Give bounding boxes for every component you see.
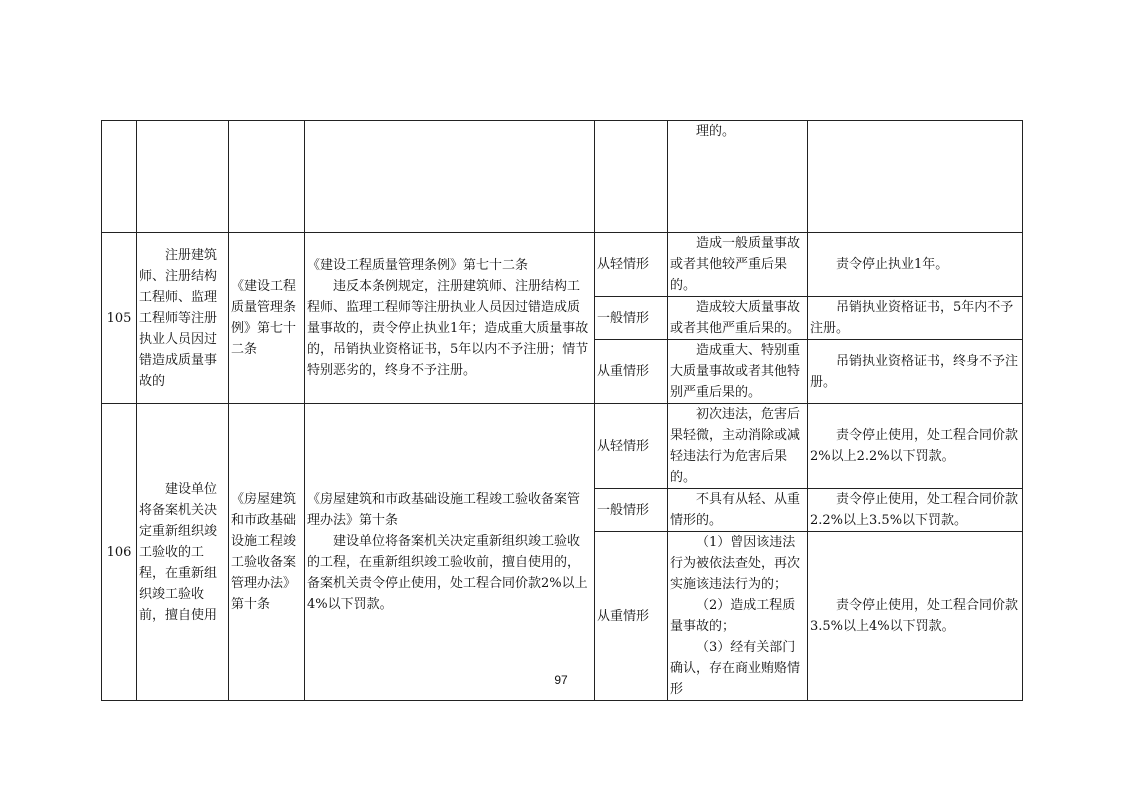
fact-item: （2）造成工程质量事故的； [670, 598, 796, 634]
law-text: 建设单位将备案机关决定重新组织竣工验收的工程，在重新组织竣工验收前，擅自使用的，备案机关责令停止使用，处工程合同价款2%以上4%以下罚款。 [307, 534, 588, 612]
law-provision [305, 233, 595, 404]
cell-empty [137, 121, 229, 233]
penalty: 吊销执业资格证书，5年内不予注册。 [808, 297, 1023, 340]
law-provision [305, 404, 595, 701]
circumstance-fact: 造成一般质量事故或者其他较严重后果的。 [668, 233, 808, 297]
penalty: 责令停止使用，处工程合同价款2.2%以上3.5%以下罚款。 [808, 489, 1023, 532]
circumstance: 从轻情形 [595, 233, 668, 297]
circumstance-fact: 初次违法，危害后果轻微，主动消除或减轻违法行为危害后果的。 [668, 404, 808, 489]
legal-basis: 《房屋建筑和市政基础设施工程竣工验收备案管理办法》第十条 [229, 404, 305, 701]
penalty-table [101, 120, 1023, 701]
cell-empty [595, 121, 668, 233]
fact-item: （1）曾因该违法行为被依法查处，再次实施该违法行为的； [670, 535, 801, 592]
penalty: 责令停止使用，处工程合同价款2%以上2.2%以下罚款。 [808, 404, 1023, 489]
fact-item: （3）经有关部门确认，存在商业贿赂情形 [670, 640, 801, 697]
violation-behavior: 注册建筑师、注册结构工程师、监理工程师等注册执业人员因过错造成质量事故的 [137, 233, 229, 404]
penalty: 责令停止使用，处工程合同价款3.5%以上4%以下罚款。 [808, 532, 1023, 701]
table-row [102, 233, 1023, 297]
row-number: 106 [102, 404, 137, 701]
legal-basis: 《建设工程质量管理条例》第七十二条 [229, 233, 305, 404]
circumstance: 从轻情形 [595, 404, 668, 489]
law-title: 《建设工程质量管理条例》第七十二条 [307, 258, 529, 273]
circumstance-fact: 造成重大、特别重大质量事故或者其他特别严重后果的。 [668, 340, 808, 404]
violation-behavior: 建设单位将备案机关决定重新组织竣工验收的工程，在重新组织竣工验收前，擅自使用 [137, 404, 229, 701]
penalty: 吊销执业资格证书，终身不予注册。 [808, 340, 1023, 404]
law-text: 违反本条例规定，注册建筑师、注册结构工程师、监理工程师等注册执业人员因过错造成质量事故的，责令停止执业1年；造成重大质量事故的，吊销执业资格证书，5年以内不予注册；情节特别恶劣的，终身不予注册。 [307, 279, 589, 378]
circumstance: 一般情形 [595, 297, 668, 340]
circumstance-fact: 造成较大质量事故或者其他严重后果的。 [668, 297, 808, 340]
fact-text: 理的。 [696, 124, 736, 139]
penalty: 责令停止执业1年。 [808, 233, 1023, 297]
cell-empty [808, 121, 1023, 233]
cell-empty [305, 121, 595, 233]
cell-empty [102, 121, 137, 233]
row-number: 105 [102, 233, 137, 404]
cell-empty [229, 121, 305, 233]
page-number: 97 [554, 673, 568, 687]
circumstance: 从重情形 [595, 532, 668, 701]
table-row [102, 404, 1023, 489]
cell-fact [668, 121, 808, 233]
table-row-continuation [102, 121, 1023, 233]
circumstance-fact: 不具有从轻、从重情形的。 [668, 489, 808, 532]
circumstance: 一般情形 [595, 489, 668, 532]
circumstance: 从重情形 [595, 340, 668, 404]
law-title: 《房屋建筑和市政基础设施工程竣工验收备案管理办法》第十条 [307, 492, 581, 528]
